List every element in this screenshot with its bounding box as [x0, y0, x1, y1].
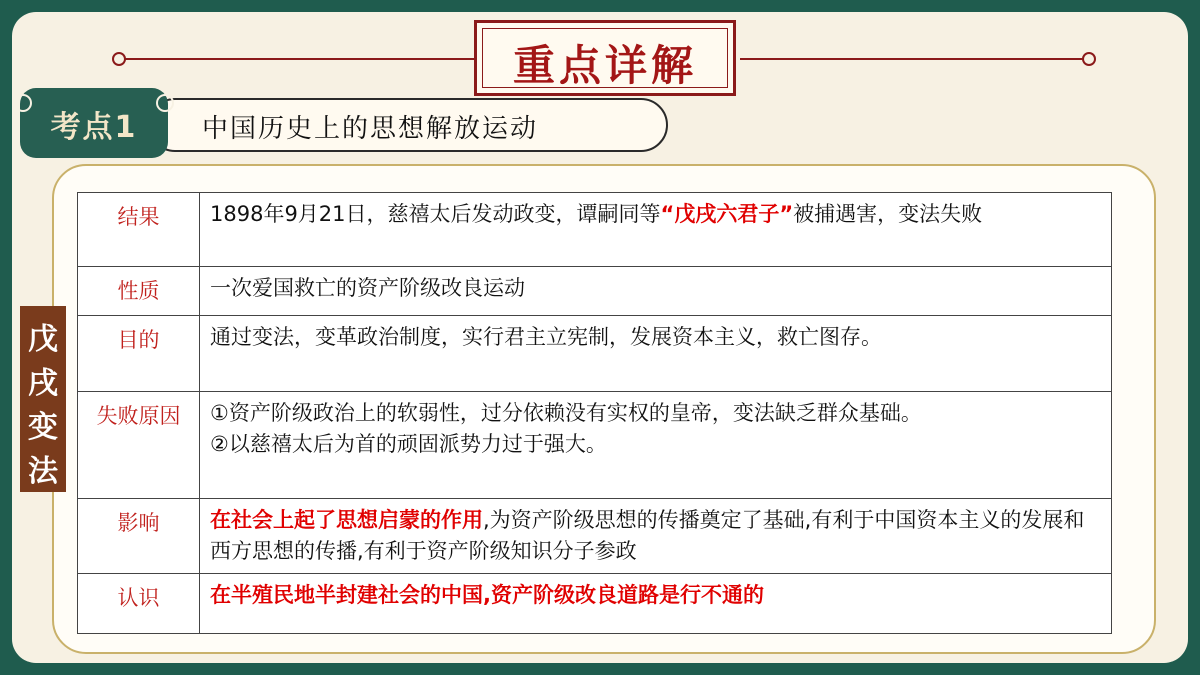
- row-text: 被捕遇害，变法失败: [793, 202, 983, 226]
- row-label: 失败原因: [78, 392, 200, 499]
- highlight-text: “戊戌六君子”: [660, 202, 794, 226]
- row-content: [200, 193, 1112, 267]
- table-row: [78, 574, 1112, 634]
- row-text: 1898年9月21日，慈禧太后发动政变，谭嗣同等: [210, 202, 661, 226]
- table-row: [78, 316, 1112, 392]
- table-row: [78, 499, 1112, 574]
- side-tag-char: 戌: [28, 366, 58, 401]
- header-dot-left: [112, 52, 126, 66]
- row-label: 目的: [78, 316, 200, 392]
- row-label: 结果: [78, 193, 200, 267]
- table-row: [78, 267, 1112, 316]
- header-title: 重点详解: [512, 41, 697, 90]
- topic-title: 中国历史上的思想解放运动: [202, 114, 539, 144]
- slide: [12, 12, 1188, 663]
- row-text: ②以慈禧太后为首的顽固派势力过于强大。: [210, 432, 607, 456]
- topic-badge-label: 考点1: [50, 110, 138, 145]
- info-table: [77, 192, 1112, 634]
- side-tag: [20, 306, 66, 492]
- row-content: 一次爱国救亡的资产阶级改良运动: [200, 267, 1112, 316]
- header-line-right: [740, 58, 1092, 60]
- row-label: 影响: [78, 499, 200, 574]
- table-row: [78, 392, 1112, 499]
- topic-badge: [20, 88, 168, 158]
- row-content: [200, 499, 1112, 574]
- side-tag-char: 戊: [28, 322, 58, 357]
- side-tag-char: 变: [28, 410, 58, 445]
- row-label: 性质: [78, 267, 200, 316]
- table-row: [78, 193, 1112, 267]
- header-dot-right: [1082, 52, 1096, 66]
- row-content: [200, 392, 1112, 499]
- header-line-left: [120, 58, 478, 60]
- highlight-text: 在社会上起了思想启蒙的作用: [210, 508, 483, 532]
- row-text: ①资产阶级政治上的软弱性，过分依赖没有实权的皇帝，变法缺乏群众基础。: [210, 401, 922, 425]
- row-text: ,为资产阶级思想的传播奠定了基础,有利于中国资本主义的发展和西方思想的传播,有利于资产阶级知识分子参政: [210, 508, 1085, 563]
- header-title-box: [474, 20, 736, 96]
- side-tag-char: 法: [28, 454, 58, 489]
- row-content: 在半殖民地半封建社会的中国,资产阶级改良道路是行不通的: [200, 574, 1112, 634]
- row-label: 认识: [78, 574, 200, 634]
- row-content: 通过变法，变革政治制度，实行君主立宪制，发展资本主义，救亡图存。: [200, 316, 1112, 392]
